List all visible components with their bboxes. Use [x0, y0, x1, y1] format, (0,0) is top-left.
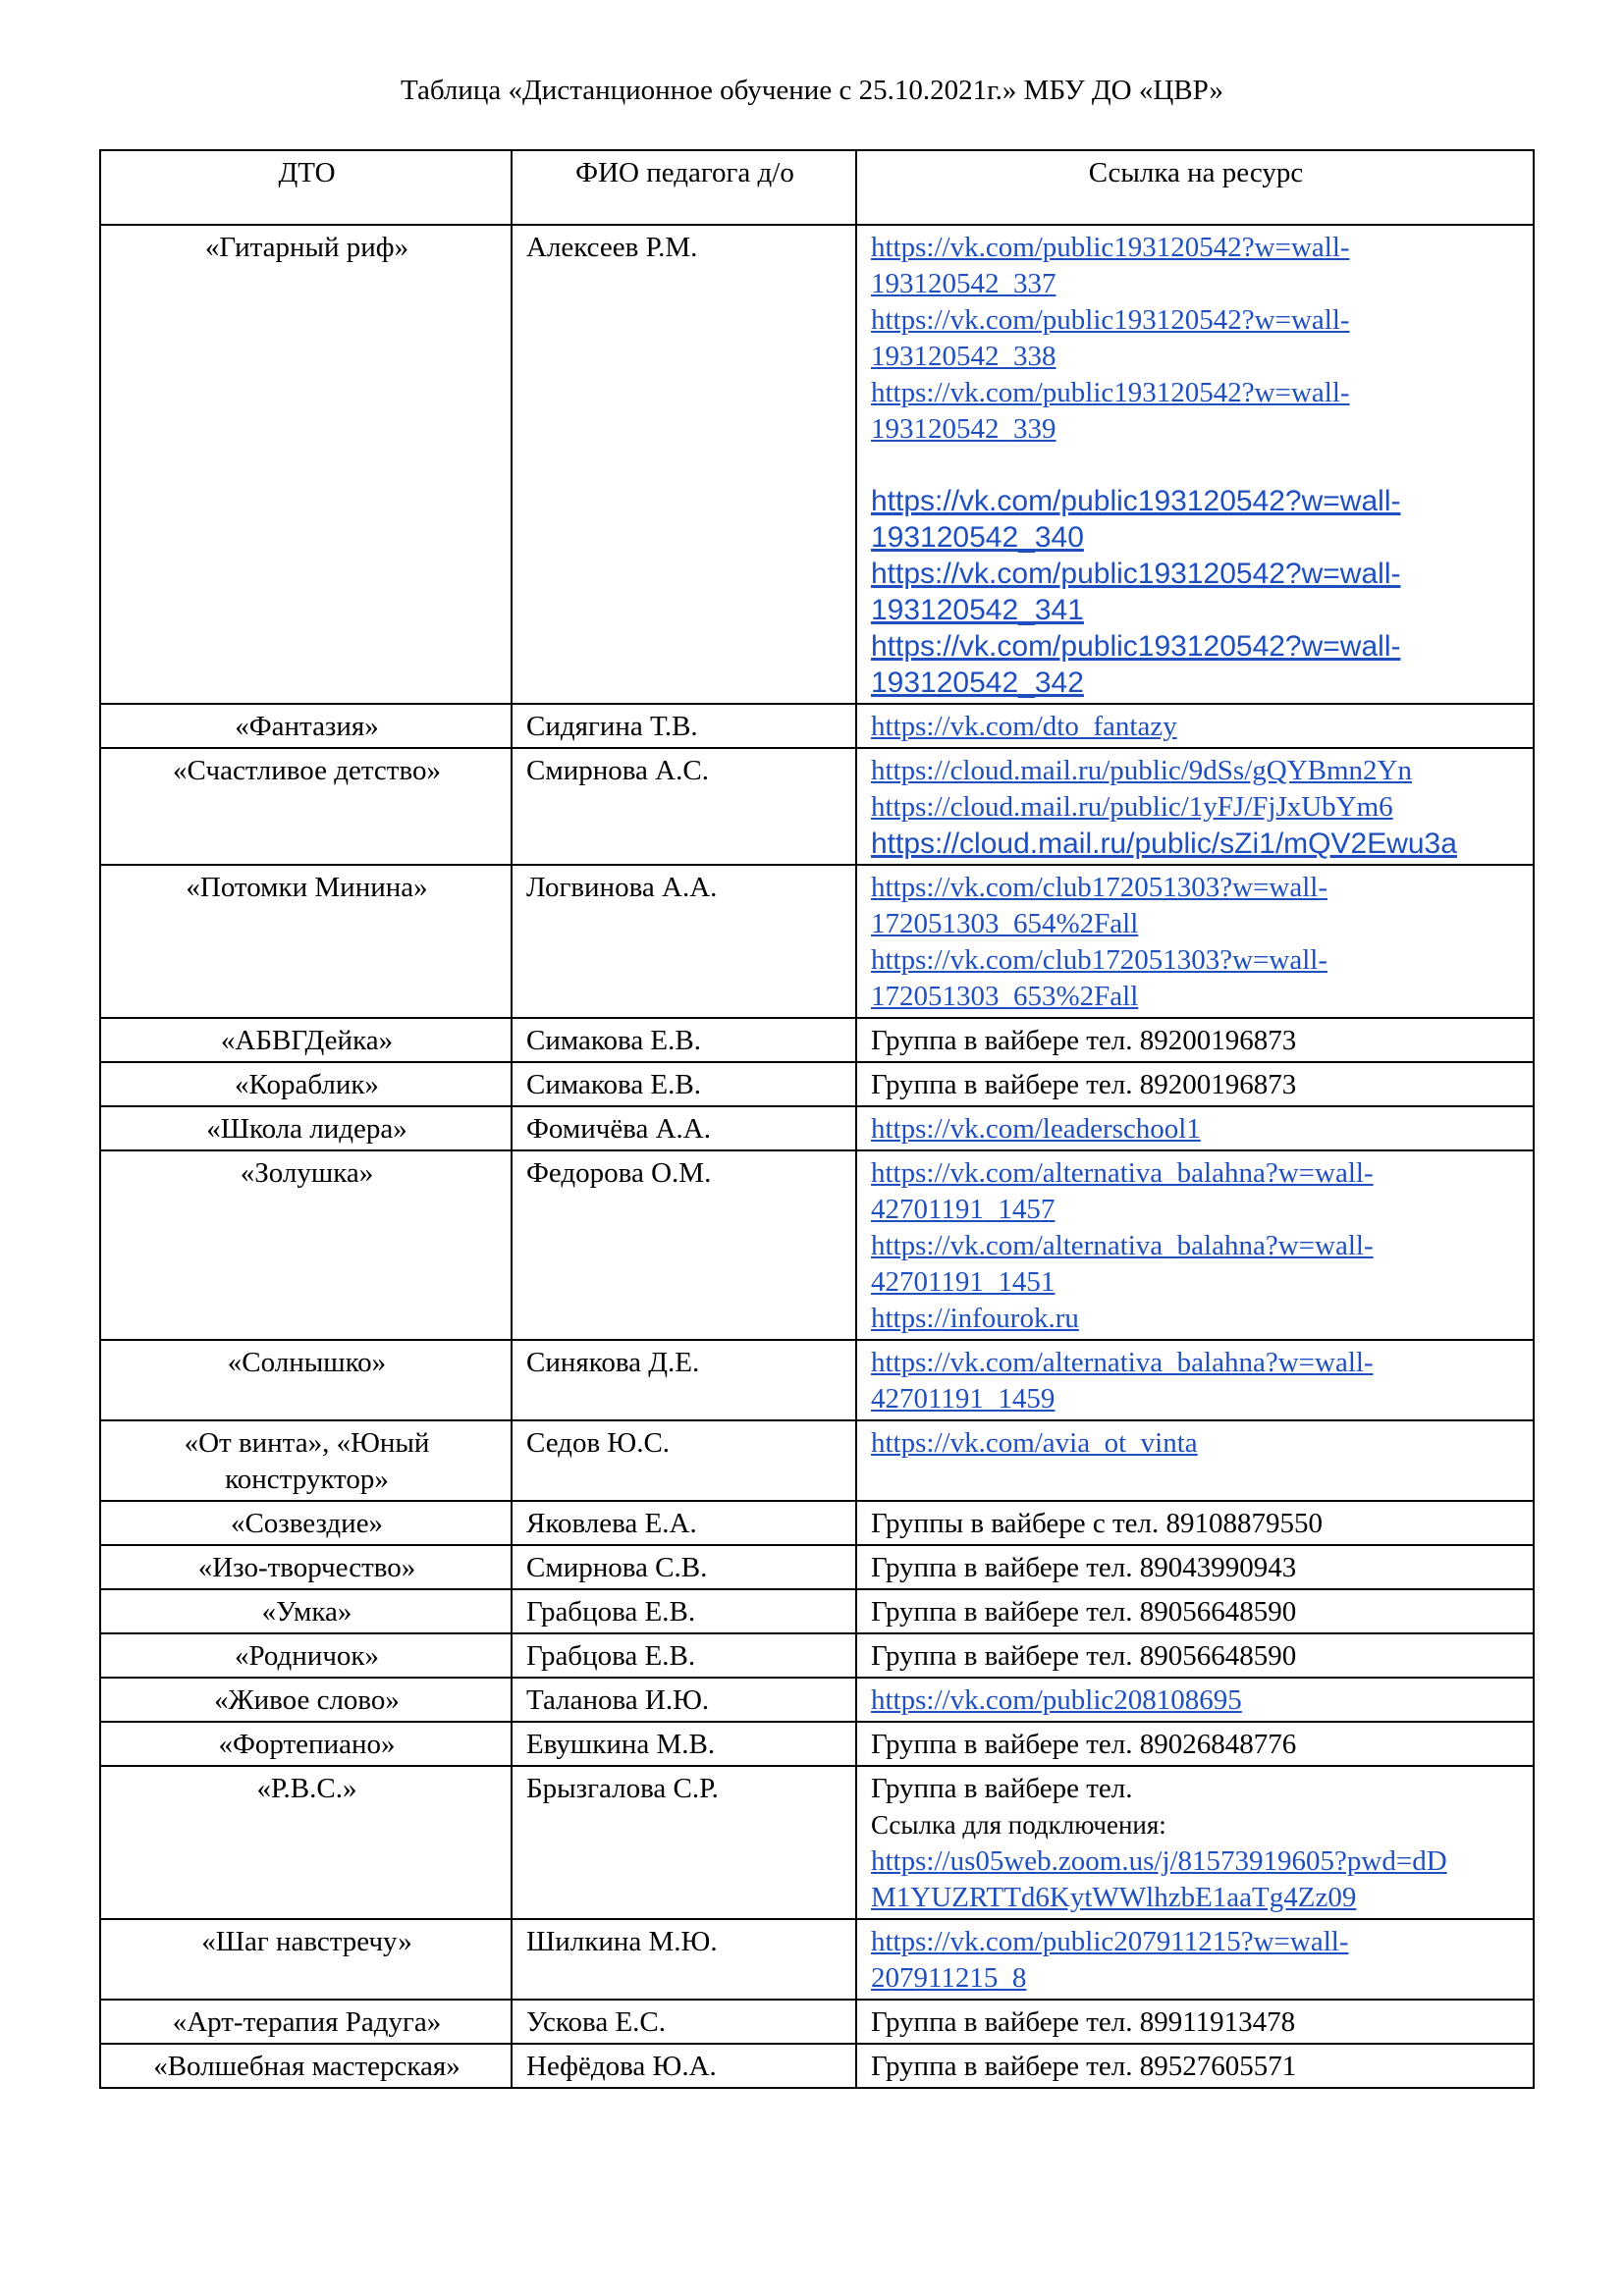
spacer: [871, 448, 1521, 483]
teacher-cell: Смирнова С.В.: [512, 1545, 856, 1589]
resource-link[interactable]: https://vk.com/alternativa_balahna?w=wall-: [871, 1347, 1374, 1378]
table-row: [100, 1018, 1534, 1062]
resource-link[interactable]: https://vk.com/public193120542?w=wall-: [871, 377, 1350, 408]
resource-link[interactable]: https://vk.com/avia_ot_vinta: [871, 1427, 1198, 1459]
resource-link[interactable]: https://vk.com/club172051303?w=wall-: [871, 944, 1327, 976]
dto-line: конструктор»: [225, 1464, 389, 1495]
table-row: [100, 1722, 1534, 1766]
teacher-cell: Симакова Е.В.: [512, 1062, 856, 1106]
teacher-cell: Евушкина М.В.: [512, 1722, 856, 1766]
teacher-cell: Грабцова Е.В.: [512, 1589, 856, 1633]
dto-cell: «Живое слово»: [100, 1678, 512, 1722]
table-row: [100, 1420, 1534, 1501]
dto-cell: «Созвездие»: [100, 1501, 512, 1545]
resource-cell: Группа в вайбере тел. 89026848776: [856, 1722, 1534, 1766]
schedule-table: [99, 149, 1535, 2089]
resource-link[interactable]: 172051303_654%2Fall: [871, 908, 1139, 939]
resource-link[interactable]: https://vk.com/public193120542?w=wall-: [871, 232, 1350, 263]
table-header-row: [100, 150, 1534, 225]
resource-link[interactable]: 42701191_1451: [871, 1266, 1056, 1298]
teacher-cell: Ускова Е.С.: [512, 2000, 856, 2044]
dto-cell: [100, 1420, 512, 1501]
resource-link[interactable]: 193120542_338: [871, 341, 1056, 372]
resource-link[interactable]: https://vk.com/public208108695: [871, 1684, 1242, 1716]
resource-link[interactable]: https://vk.com/public193120542?w=wall-: [871, 630, 1401, 663]
table-row: [100, 1766, 1534, 1919]
resource-link[interactable]: 193120542_339: [871, 413, 1056, 445]
dto-cell: «Р.В.С.»: [100, 1766, 512, 1919]
header-teacher: ФИО педагога д/о: [512, 150, 856, 225]
resource-link[interactable]: https://cloud.mail.ru/public/9dSs/gQYBmn2Yn: [871, 755, 1412, 786]
dto-line: «От винта», «Юный: [184, 1427, 430, 1459]
resource-link[interactable]: https://vk.com/dto_fantazy: [871, 711, 1177, 742]
teacher-cell: Таланова И.Ю.: [512, 1678, 856, 1722]
dto-cell: «Фантазия»: [100, 704, 512, 748]
resource-link[interactable]: https://vk.com/club172051303?w=wall-: [871, 872, 1327, 903]
resource-link[interactable]: https://vk.com/alternativa_balahna?w=wall-: [871, 1230, 1374, 1261]
resource-cell: [856, 1150, 1534, 1340]
resource-cell: Группа в вайбере тел. 89056648590: [856, 1633, 1534, 1678]
resource-cell: [856, 1919, 1534, 2000]
dto-cell: «АБВГДейка»: [100, 1018, 512, 1062]
resource-cell: [856, 1766, 1534, 1919]
table-row: [100, 1545, 1534, 1589]
dto-cell: «Шаг навстречу»: [100, 1919, 512, 2000]
dto-cell: «Изо-творчество»: [100, 1545, 512, 1589]
resource-link[interactable]: https://vk.com/public193120542?w=wall-: [871, 485, 1401, 517]
resource-link[interactable]: https://cloud.mail.ru/public/sZi1/mQV2Ewu3a: [871, 828, 1457, 860]
resource-cell: Группа в вайбере тел. 89527605571: [856, 2044, 1534, 2088]
dto-cell: «Арт-терапия Радуга»: [100, 2000, 512, 2044]
teacher-cell: Грабцова Е.В.: [512, 1633, 856, 1678]
table-row: [100, 1340, 1534, 1420]
table-row: [100, 1589, 1534, 1633]
resource-cell: [856, 1420, 1534, 1501]
resource-cell: Группа в вайбере тел. 89200196873: [856, 1018, 1534, 1062]
table-row: [100, 748, 1534, 865]
resource-link[interactable]: https://vk.com/public193120542?w=wall-: [871, 304, 1350, 336]
resource-cell: Группа в вайбере тел. 89200196873: [856, 1062, 1534, 1106]
resource-cell: [856, 1106, 1534, 1150]
resource-link[interactable]: https://vk.com/alternativa_balahna?w=wall-: [871, 1157, 1374, 1189]
teacher-cell: Яковлева Е.А.: [512, 1501, 856, 1545]
resource-cell: Группы в вайбере с тел. 89108879550: [856, 1501, 1534, 1545]
resource-link[interactable]: https://vk.com/leaderschool1: [871, 1113, 1201, 1145]
dto-cell: «Кораблик»: [100, 1062, 512, 1106]
resource-link[interactable]: https://vk.com/public193120542?w=wall-: [871, 558, 1401, 590]
dto-cell: «Родничок»: [100, 1633, 512, 1678]
resource-cell: Группа в вайбере тел. 89911913478: [856, 2000, 1534, 2044]
table-row: [100, 1919, 1534, 2000]
teacher-cell: Сидягина Т.В.: [512, 704, 856, 748]
resource-link[interactable]: 42701191_1459: [871, 1383, 1056, 1415]
resource-link[interactable]: 42701191_1457: [871, 1194, 1056, 1225]
resource-note: Ссылка для подключения:: [871, 1810, 1166, 1840]
dto-cell: «Счастливое детство»: [100, 748, 512, 865]
teacher-cell: Нефёдова Ю.А.: [512, 2044, 856, 2088]
resource-link[interactable]: https://cloud.mail.ru/public/1yFJ/FjJxUbYm6: [871, 791, 1393, 823]
resource-link[interactable]: 193120542_342: [871, 667, 1084, 699]
table-row: [100, 225, 1534, 704]
table-row: [100, 1501, 1534, 1545]
resource-text: Группа в вайбере тел.: [871, 1773, 1133, 1804]
dto-cell: «Солнышко»: [100, 1340, 512, 1420]
dto-cell: «Школа лидера»: [100, 1106, 512, 1150]
resource-cell: [856, 1340, 1534, 1420]
resource-cell: [856, 225, 1534, 704]
table-row: [100, 2044, 1534, 2088]
resource-link[interactable]: 207911215_8: [871, 1962, 1027, 1994]
teacher-cell: Смирнова А.С.: [512, 748, 856, 865]
dto-cell: «Волшебная мастерская»: [100, 2044, 512, 2088]
table-row: [100, 1678, 1534, 1722]
resource-link[interactable]: https://us05web.zoom.us/j/81573919605?pwd=dD: [871, 1845, 1447, 1877]
resource-cell: Группа в вайбере тел. 89043990943: [856, 1545, 1534, 1589]
teacher-cell: Синякова Д.Е.: [512, 1340, 856, 1420]
dto-cell: «Гитарный риф»: [100, 225, 512, 704]
dto-cell: «Фортепиано»: [100, 1722, 512, 1766]
resource-cell: [856, 1678, 1534, 1722]
resource-link[interactable]: M1YUZRTTd6KytWWlhzbE1aaTg4Zz09: [871, 1882, 1357, 1913]
header-dto: ДТО: [100, 150, 512, 225]
dto-cell: «Золушка»: [100, 1150, 512, 1340]
table-row: [100, 1633, 1534, 1678]
resource-link[interactable]: https://infourok.ru: [871, 1303, 1079, 1334]
table-row: [100, 865, 1534, 1018]
resource-link[interactable]: https://vk.com/public207911215?w=wall-: [871, 1926, 1349, 1957]
resource-link[interactable]: 193120542_340: [871, 521, 1084, 554]
teacher-cell: Алексеев Р.М.: [512, 225, 856, 704]
dto-cell: «Умка»: [100, 1589, 512, 1633]
teacher-cell: Шилкина М.Ю.: [512, 1919, 856, 2000]
resource-cell: [856, 748, 1534, 865]
teacher-cell: Седов Ю.С.: [512, 1420, 856, 1501]
header-resource: Ссылка на ресурс: [856, 150, 1534, 225]
teacher-cell: Фомичёва А.А.: [512, 1106, 856, 1150]
teacher-cell: Симакова Е.В.: [512, 1018, 856, 1062]
teacher-cell: Федорова О.М.: [512, 1150, 856, 1340]
resource-cell: Группа в вайбере тел. 89056648590: [856, 1589, 1534, 1633]
resource-cell: [856, 704, 1534, 748]
teacher-cell: Логвинова А.А.: [512, 865, 856, 1018]
table-row: [100, 2000, 1534, 2044]
teacher-cell: Брызгалова С.Р.: [512, 1766, 856, 1919]
resource-link[interactable]: 193120542_337: [871, 268, 1056, 299]
table-row: [100, 1150, 1534, 1340]
dto-cell: «Потомки Минина»: [100, 865, 512, 1018]
page-title: Таблица «Дистанционное обучение с 25.10.2021г.» МБУ ДО «ЦВР»: [401, 75, 1223, 106]
table-row: [100, 1106, 1534, 1150]
table-row: [100, 1062, 1534, 1106]
table-row: [100, 704, 1534, 748]
resource-link[interactable]: 172051303_653%2Fall: [871, 981, 1139, 1012]
resource-cell: [856, 865, 1534, 1018]
resource-link[interactable]: 193120542_341: [871, 594, 1084, 626]
